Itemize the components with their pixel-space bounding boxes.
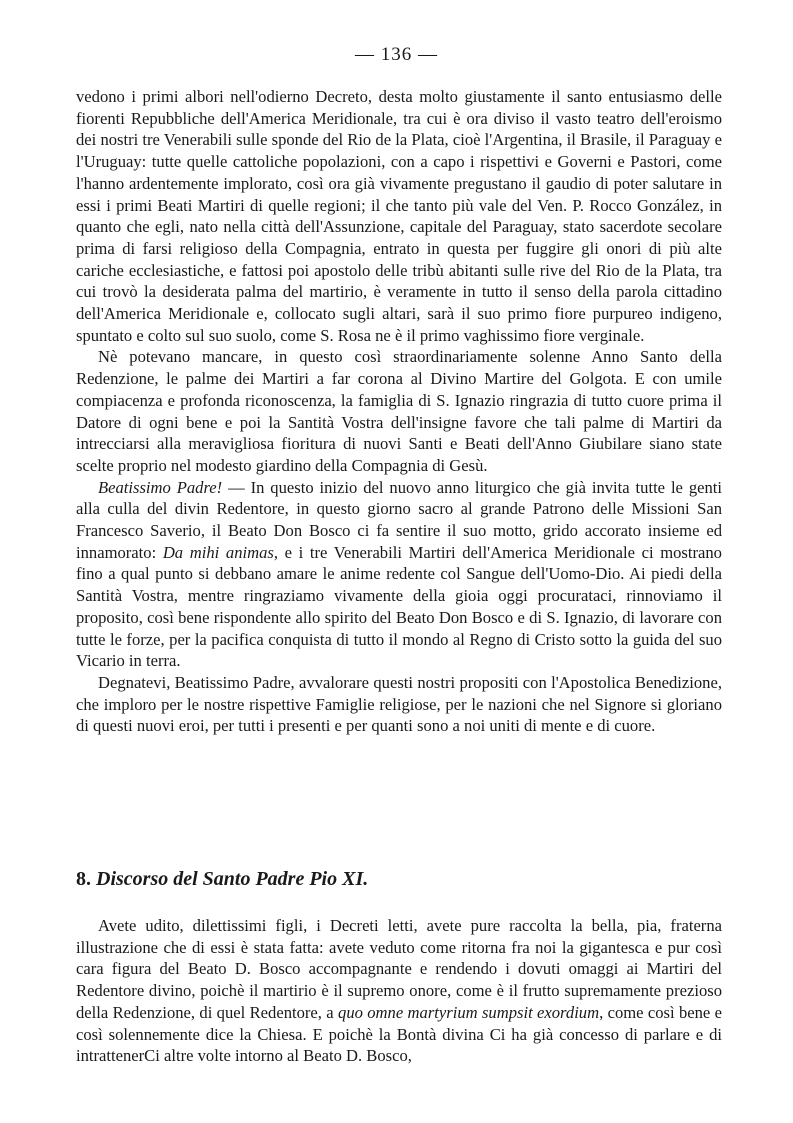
section-heading xyxy=(76,868,722,891)
salutation: Beatissimo Padre! xyxy=(98,477,223,497)
section-title: Discorso del Santo Padre Pio XI. xyxy=(96,868,369,890)
latin-quote: quo omne martyrium sumpsit exordium xyxy=(338,1002,600,1022)
discourse-text xyxy=(76,915,722,1067)
paragraph-2: Nè potevano mancare, in questo così straordinariamente solenne Anno Santo della Redenzione, le palme dei Martiri a far corona al Divino Martire del Golgota. E con umile compiacenza e profonda riconoscenza, la famiglia di S. Ignazio ringrazia di tutto cuore prima il Datore di ogni bene e poi la Santità Vostra dell'insigne favore che tali palme di Martiri da intrecciarsi alla meravigliosa fioritura di nuovi Santi e Beati dell'Anno Giubilare siano state scelte proprio nel modesto giardino della Compagnia di Gesù. xyxy=(76,347,722,475)
paragraph-1: vedono i primi albori nell'odierno Decreto, desta molto giustamente il santo entusiasmo delle fiorenti Repubbliche dell'America Meridionale, tra cui è ora diviso il vasto teatro dell'eroismo dei nostri tre Venerabili sulle sponde del Rio de la Plata, cioè l'Argentina, il Brasile, il Paraguay e l'Uruguay: tutte quelle cattoliche popolazioni, con a capo i rispettivi e Governi e Pastori, come l'hanno ardentemente implorato, così ora già vivamente pregustano il gaudio di poter salutare in essi i primi Beati Martiri di quelle regioni; il che tanto più vale del Ven. P. Rocco González, in quanto che egli, nato nella città dell'Assunzione, capitale del Paraguay, stato sacerdote secolare prima di farsi religioso della Compagnia, entrato in questa per fuggire gli onori di più alte cariche ecclesiastiche, e fattosi poi apostolo delle tribù abitanti sulle rive del Rio de la Plata, tra cui trovò la desiderata palma del martirio, è veramente in tutto il senso della parola cittadino dell'America Meridionale e, collocato sugli altari, sarà il suo primo fiore purpureo indigeno, spuntato e colto sul suo suolo, come S. Rosa ne è il primo vaghissimo fiore verginale. xyxy=(76,87,722,345)
page-number: — 136 — xyxy=(355,44,438,65)
paragraph-3 xyxy=(76,477,722,672)
paragraph-4: Degnatevi, Beatissimo Padre, avvalorare questi nostri propositi con l'Apostolica Benedizione, che imploro per le nostre rispettive Famiglie religiose, per le nazioni che nel Signore si gloriano di questi nuovi eroi, per tutti i presenti e per quanti sono a noi uniti di mente e di cuore. xyxy=(76,672,722,736)
discourse-text-a: Avete udito, dilettissimi figli, i Decreti letti, avete pure raccolta la bella, pia, fraterna illustrazione che di essi è stata fatta: avete veduto come ritorna fra noi la gigantesca e pur così cara figura del Beato D. Bosco accompagnante e rendendo i dovuti omaggi ai Martiri del Redentore divino, poichè il martirio è il supremo onore, come è il frutto supremamente prezioso della Redenzione, di quel Redentore, a xyxy=(76,916,722,1022)
paragraph-3-text-b: , e i tre Venerabili Martiri dell'America Meridionale ci mostrano fino a qual punto si debbano amare le anime redente col Sangue dell'Uomo-Dio. Ai piedi della Santità Vostra, mentre ringraziamo vivamente della gioia oggi procurataci, rinnoviamo il proposito, così bene rispondente allo spirito del Beato Don Bosco e di S. Ignazio, di lavorare con tutte le forze, per la pacifica conquista di tutto il mondo al Regno di Cristo sotto la guida del suo Vicario in terra. xyxy=(76,542,722,671)
section-number: 8. xyxy=(76,868,91,890)
motto: Da mihi animas xyxy=(162,542,274,562)
discourse-paragraph xyxy=(76,915,722,1067)
discourse-text-b: , come così bene e così solennemente dice la Chiesa. E poichè la Bontà divina Ci ha già concesso di parlare e di intrattenerCi altre volte intorno al Beato D. Bosco, xyxy=(76,1002,722,1066)
body-text xyxy=(76,86,722,737)
paragraph-3-text-a: — In questo inizio del nuovo anno liturgico che già invita tutte le genti alla culla del divin Redentore, in questo giorno sacro al grande Patrono delle Missioni San Francesco Saverio, il Beato Don Bosco ci fa sentire il suo motto, grido accorato insieme ed innamorato: xyxy=(76,477,722,562)
